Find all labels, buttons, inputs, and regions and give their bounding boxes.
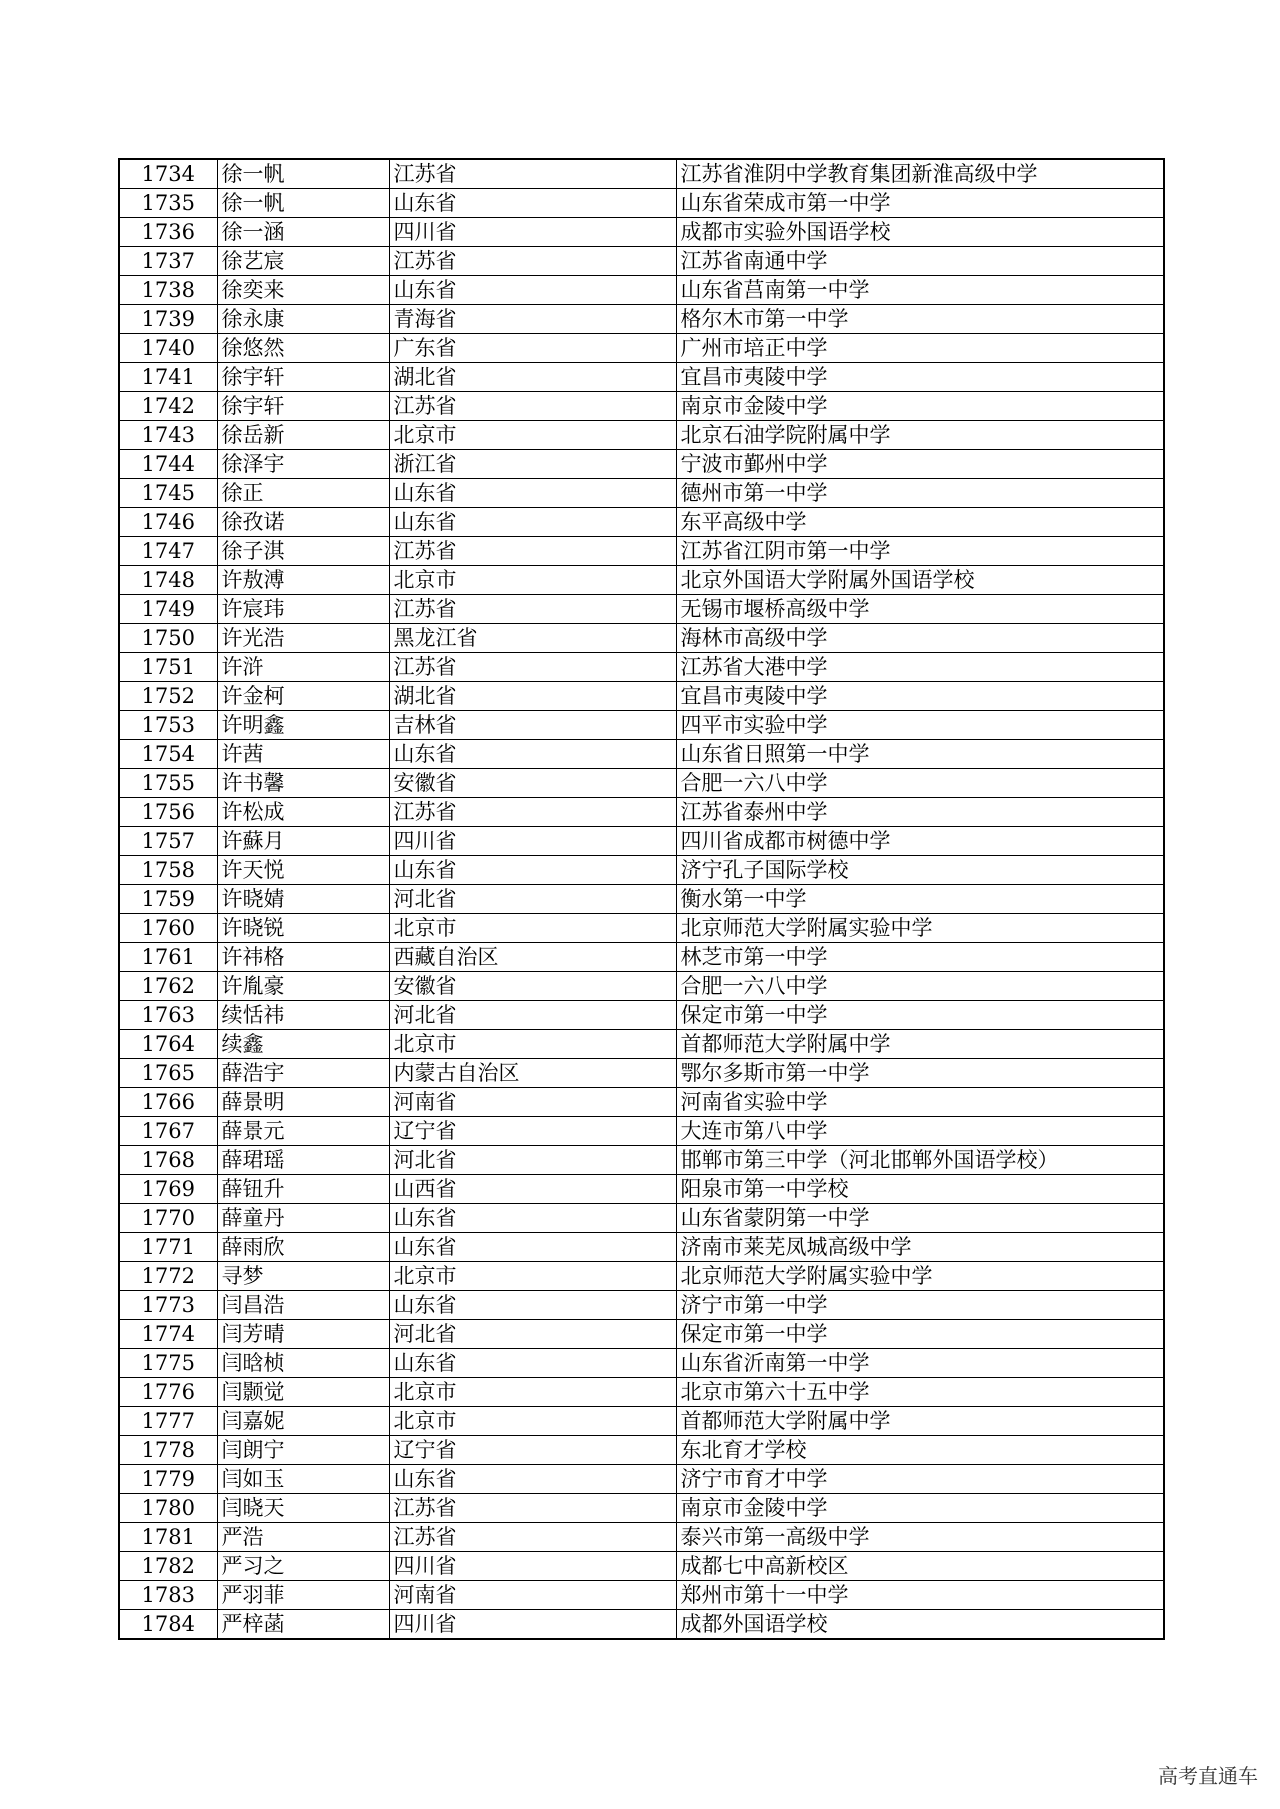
- table-row: [119, 1291, 1164, 1320]
- row-number-cell: 1763: [119, 1001, 217, 1030]
- table-row: [119, 624, 1164, 653]
- table-row: [119, 1581, 1164, 1610]
- student-name-cell: 徐宇轩: [217, 392, 389, 421]
- table-row: [119, 1523, 1164, 1552]
- student-name-cell: 徐艺宸: [217, 247, 389, 276]
- row-number-cell: 1782: [119, 1552, 217, 1581]
- row-number-cell: 1768: [119, 1146, 217, 1175]
- province-cell: 江苏省: [389, 595, 676, 624]
- school-name-cell: 鄂尔多斯市第一中学: [676, 1059, 1164, 1088]
- row-number-cell: 1771: [119, 1233, 217, 1262]
- row-number-cell: 1770: [119, 1204, 217, 1233]
- row-number-cell: 1769: [119, 1175, 217, 1204]
- row-number-cell: 1742: [119, 392, 217, 421]
- school-name-cell: 江苏省大港中学: [676, 653, 1164, 682]
- row-number-cell: 1751: [119, 653, 217, 682]
- province-cell: 山东省: [389, 1465, 676, 1494]
- student-name-cell: 许蘇月: [217, 827, 389, 856]
- row-number-cell: 1776: [119, 1378, 217, 1407]
- student-name-cell: 徐孜诺: [217, 508, 389, 537]
- school-name-cell: 合肥一六八中学: [676, 972, 1164, 1001]
- province-cell: 四川省: [389, 218, 676, 247]
- table-row: [119, 711, 1164, 740]
- student-name-cell: 薛雨欣: [217, 1233, 389, 1262]
- row-number-cell: 1753: [119, 711, 217, 740]
- province-cell: 北京市: [389, 566, 676, 595]
- row-number-cell: 1746: [119, 508, 217, 537]
- school-name-cell: 成都市实验外国语学校: [676, 218, 1164, 247]
- student-name-cell: 许光浩: [217, 624, 389, 653]
- student-name-cell: 闫颢觉: [217, 1378, 389, 1407]
- table-row: [119, 276, 1164, 305]
- student-name-cell: 闫朗宁: [217, 1436, 389, 1465]
- province-cell: 辽宁省: [389, 1436, 676, 1465]
- province-cell: 河北省: [389, 885, 676, 914]
- school-name-cell: 济宁市育才中学: [676, 1465, 1164, 1494]
- province-cell: 山东省: [389, 189, 676, 218]
- school-name-cell: 河南省实验中学: [676, 1088, 1164, 1117]
- school-name-cell: 首都师范大学附属中学: [676, 1407, 1164, 1436]
- table-row: [119, 159, 1164, 189]
- student-name-cell: 闫晓天: [217, 1494, 389, 1523]
- province-cell: 河北省: [389, 1001, 676, 1030]
- table-row: [119, 479, 1164, 508]
- row-number-cell: 1772: [119, 1262, 217, 1291]
- table-row: [119, 943, 1164, 972]
- student-name-cell: 许明鑫: [217, 711, 389, 740]
- table-row: [119, 1378, 1164, 1407]
- province-cell: 江苏省: [389, 537, 676, 566]
- row-number-cell: 1779: [119, 1465, 217, 1494]
- school-name-cell: 四平市实验中学: [676, 711, 1164, 740]
- province-cell: 山东省: [389, 856, 676, 885]
- school-name-cell: 北京外国语大学附属外国语学校: [676, 566, 1164, 595]
- row-number-cell: 1737: [119, 247, 217, 276]
- row-number-cell: 1745: [119, 479, 217, 508]
- table-row: [119, 566, 1164, 595]
- school-name-cell: 山东省蒙阴第一中学: [676, 1204, 1164, 1233]
- school-name-cell: 宜昌市夷陵中学: [676, 363, 1164, 392]
- table-row: [119, 1610, 1164, 1640]
- school-name-cell: 衡水第一中学: [676, 885, 1164, 914]
- province-cell: 山东省: [389, 479, 676, 508]
- roster-body: [119, 159, 1164, 1639]
- school-name-cell: 山东省日照第一中学: [676, 740, 1164, 769]
- student-name-cell: 许松成: [217, 798, 389, 827]
- row-number-cell: 1759: [119, 885, 217, 914]
- student-name-cell: 许茜: [217, 740, 389, 769]
- row-number-cell: 1778: [119, 1436, 217, 1465]
- row-number-cell: 1754: [119, 740, 217, 769]
- province-cell: 四川省: [389, 1552, 676, 1581]
- table-row: [119, 1494, 1164, 1523]
- province-cell: 湖北省: [389, 363, 676, 392]
- province-cell: 北京市: [389, 421, 676, 450]
- student-name-cell: 徐悠然: [217, 334, 389, 363]
- row-number-cell: 1755: [119, 769, 217, 798]
- table-row: [119, 972, 1164, 1001]
- table-row: [119, 740, 1164, 769]
- student-name-cell: 闫嘉妮: [217, 1407, 389, 1436]
- table-row: [119, 798, 1164, 827]
- table-row: [119, 508, 1164, 537]
- student-name-cell: 许胤豪: [217, 972, 389, 1001]
- school-name-cell: 北京师范大学附属实验中学: [676, 1262, 1164, 1291]
- school-name-cell: 北京市第六十五中学: [676, 1378, 1164, 1407]
- table-row: [119, 450, 1164, 479]
- school-name-cell: 北京师范大学附属实验中学: [676, 914, 1164, 943]
- province-cell: 四川省: [389, 827, 676, 856]
- student-name-cell: 寻梦: [217, 1262, 389, 1291]
- student-name-cell: 徐正: [217, 479, 389, 508]
- school-name-cell: 江苏省泰州中学: [676, 798, 1164, 827]
- school-name-cell: 济宁孔子国际学校: [676, 856, 1164, 885]
- table-row: [119, 1117, 1164, 1146]
- school-name-cell: 山东省沂南第一中学: [676, 1349, 1164, 1378]
- table-row: [119, 1552, 1164, 1581]
- row-number-cell: 1738: [119, 276, 217, 305]
- school-name-cell: 江苏省淮阴中学教育集团新淮高级中学: [676, 159, 1164, 189]
- school-name-cell: 成都外国语学校: [676, 1610, 1164, 1640]
- student-name-cell: 许宸玮: [217, 595, 389, 624]
- row-number-cell: 1780: [119, 1494, 217, 1523]
- province-cell: 广东省: [389, 334, 676, 363]
- province-cell: 江苏省: [389, 1523, 676, 1552]
- student-name-cell: 严羽菲: [217, 1581, 389, 1610]
- student-name-cell: 徐一帆: [217, 159, 389, 189]
- student-name-cell: 徐泽宇: [217, 450, 389, 479]
- row-number-cell: 1766: [119, 1088, 217, 1117]
- row-number-cell: 1762: [119, 972, 217, 1001]
- student-name-cell: 许晓婧: [217, 885, 389, 914]
- row-number-cell: 1756: [119, 798, 217, 827]
- province-cell: 北京市: [389, 1378, 676, 1407]
- province-cell: 安徽省: [389, 972, 676, 1001]
- student-name-cell: 徐宇轩: [217, 363, 389, 392]
- province-cell: 山东省: [389, 740, 676, 769]
- table-row: [119, 653, 1164, 682]
- student-name-cell: 严浩: [217, 1523, 389, 1552]
- province-cell: 辽宁省: [389, 1117, 676, 1146]
- row-number-cell: 1784: [119, 1610, 217, 1640]
- student-name-cell: 闫芳晴: [217, 1320, 389, 1349]
- table-row: [119, 218, 1164, 247]
- row-number-cell: 1773: [119, 1291, 217, 1320]
- watermark-text: 高考直通车: [1158, 1764, 1258, 1788]
- school-name-cell: 合肥一六八中学: [676, 769, 1164, 798]
- table-row: [119, 1088, 1164, 1117]
- school-name-cell: 广州市培正中学: [676, 334, 1164, 363]
- province-cell: 河北省: [389, 1146, 676, 1175]
- province-cell: 江苏省: [389, 247, 676, 276]
- table-row: [119, 421, 1164, 450]
- row-number-cell: 1783: [119, 1581, 217, 1610]
- student-name-cell: 闫如玉: [217, 1465, 389, 1494]
- province-cell: 北京市: [389, 1262, 676, 1291]
- province-cell: 河南省: [389, 1088, 676, 1117]
- student-name-cell: 许浒: [217, 653, 389, 682]
- school-name-cell: 江苏省南通中学: [676, 247, 1164, 276]
- table-row: [119, 334, 1164, 363]
- school-name-cell: 山东省莒南第一中学: [676, 276, 1164, 305]
- row-number-cell: 1748: [119, 566, 217, 595]
- table-row: [119, 1320, 1164, 1349]
- row-number-cell: 1764: [119, 1030, 217, 1059]
- row-number-cell: 1740: [119, 334, 217, 363]
- row-number-cell: 1735: [119, 189, 217, 218]
- province-cell: 浙江省: [389, 450, 676, 479]
- province-cell: 吉林省: [389, 711, 676, 740]
- table-row: [119, 392, 1164, 421]
- row-number-cell: 1774: [119, 1320, 217, 1349]
- school-name-cell: 成都七中高新校区: [676, 1552, 1164, 1581]
- row-number-cell: 1757: [119, 827, 217, 856]
- school-name-cell: 北京石油学院附属中学: [676, 421, 1164, 450]
- row-number-cell: 1734: [119, 159, 217, 189]
- table-row: [119, 189, 1164, 218]
- school-name-cell: 南京市金陵中学: [676, 392, 1164, 421]
- student-name-cell: 许晓锐: [217, 914, 389, 943]
- school-name-cell: 大连市第八中学: [676, 1117, 1164, 1146]
- row-number-cell: 1777: [119, 1407, 217, 1436]
- school-name-cell: 宁波市鄞州中学: [676, 450, 1164, 479]
- province-cell: 江苏省: [389, 798, 676, 827]
- school-name-cell: 保定市第一中学: [676, 1001, 1164, 1030]
- student-name-cell: 徐奕来: [217, 276, 389, 305]
- table-row: [119, 914, 1164, 943]
- table-row: [119, 1233, 1164, 1262]
- row-number-cell: 1765: [119, 1059, 217, 1088]
- student-name-cell: 徐一涵: [217, 218, 389, 247]
- school-name-cell: 首都师范大学附属中学: [676, 1030, 1164, 1059]
- table-row: [119, 1146, 1164, 1175]
- school-name-cell: 济宁市第一中学: [676, 1291, 1164, 1320]
- table-row: [119, 682, 1164, 711]
- student-name-cell: 许祎格: [217, 943, 389, 972]
- province-cell: 山东省: [389, 276, 676, 305]
- school-name-cell: 海林市高级中学: [676, 624, 1164, 653]
- student-name-cell: 徐岳新: [217, 421, 389, 450]
- province-cell: 江苏省: [389, 1494, 676, 1523]
- student-name-cell: 闫晗桢: [217, 1349, 389, 1378]
- school-name-cell: 宜昌市夷陵中学: [676, 682, 1164, 711]
- row-number-cell: 1743: [119, 421, 217, 450]
- province-cell: 湖北省: [389, 682, 676, 711]
- student-name-cell: 闫昌浩: [217, 1291, 389, 1320]
- student-name-cell: 续恬祎: [217, 1001, 389, 1030]
- province-cell: 江苏省: [389, 392, 676, 421]
- student-name-cell: 许天悦: [217, 856, 389, 885]
- student-name-cell: 徐子淇: [217, 537, 389, 566]
- table-row: [119, 856, 1164, 885]
- row-number-cell: 1741: [119, 363, 217, 392]
- student-name-cell: 许金柯: [217, 682, 389, 711]
- table-row: [119, 247, 1164, 276]
- school-name-cell: 无锡市堰桥高级中学: [676, 595, 1164, 624]
- province-cell: 山东省: [389, 1233, 676, 1262]
- table-row: [119, 769, 1164, 798]
- roster-table: [118, 158, 1165, 1640]
- row-number-cell: 1760: [119, 914, 217, 943]
- table-row: [119, 1030, 1164, 1059]
- province-cell: 山西省: [389, 1175, 676, 1204]
- row-number-cell: 1781: [119, 1523, 217, 1552]
- province-cell: 青海省: [389, 305, 676, 334]
- school-name-cell: 四川省成都市树德中学: [676, 827, 1164, 856]
- table-row: [119, 885, 1164, 914]
- row-number-cell: 1752: [119, 682, 217, 711]
- province-cell: 河南省: [389, 1581, 676, 1610]
- student-name-cell: 薛景明: [217, 1088, 389, 1117]
- province-cell: 四川省: [389, 1610, 676, 1640]
- province-cell: 山东省: [389, 1204, 676, 1233]
- school-name-cell: 济南市莱芜凤城高级中学: [676, 1233, 1164, 1262]
- province-cell: 黑龙江省: [389, 624, 676, 653]
- table-row: [119, 305, 1164, 334]
- school-name-cell: 南京市金陵中学: [676, 1494, 1164, 1523]
- student-name-cell: 严习之: [217, 1552, 389, 1581]
- row-number-cell: 1761: [119, 943, 217, 972]
- school-name-cell: 林芝市第一中学: [676, 943, 1164, 972]
- table-row: [119, 363, 1164, 392]
- school-name-cell: 东北育才学校: [676, 1436, 1164, 1465]
- student-name-cell: 严梓菡: [217, 1610, 389, 1640]
- table-row: [119, 595, 1164, 624]
- table-row: [119, 1059, 1164, 1088]
- table-row: [119, 1204, 1164, 1233]
- province-cell: 北京市: [389, 1030, 676, 1059]
- row-number-cell: 1758: [119, 856, 217, 885]
- student-name-cell: 许敖溥: [217, 566, 389, 595]
- table-row: [119, 1262, 1164, 1291]
- school-name-cell: 保定市第一中学: [676, 1320, 1164, 1349]
- row-number-cell: 1739: [119, 305, 217, 334]
- school-name-cell: 德州市第一中学: [676, 479, 1164, 508]
- row-number-cell: 1736: [119, 218, 217, 247]
- row-number-cell: 1744: [119, 450, 217, 479]
- province-cell: 安徽省: [389, 769, 676, 798]
- table-row: [119, 1001, 1164, 1030]
- province-cell: 江苏省: [389, 159, 676, 189]
- school-name-cell: 邯郸市第三中学（河北邯郸外国语学校）: [676, 1146, 1164, 1175]
- student-name-cell: 薛景元: [217, 1117, 389, 1146]
- table-row: [119, 1436, 1164, 1465]
- student-name-cell: 续鑫: [217, 1030, 389, 1059]
- row-number-cell: 1775: [119, 1349, 217, 1378]
- province-cell: 江苏省: [389, 653, 676, 682]
- student-name-cell: 徐一帆: [217, 189, 389, 218]
- row-number-cell: 1767: [119, 1117, 217, 1146]
- school-name-cell: 泰兴市第一高级中学: [676, 1523, 1164, 1552]
- school-name-cell: 东平高级中学: [676, 508, 1164, 537]
- table-row: [119, 537, 1164, 566]
- table-row: [119, 1465, 1164, 1494]
- province-cell: 北京市: [389, 914, 676, 943]
- student-name-cell: 许书馨: [217, 769, 389, 798]
- province-cell: 河北省: [389, 1320, 676, 1349]
- province-cell: 山东省: [389, 508, 676, 537]
- province-cell: 内蒙古自治区: [389, 1059, 676, 1088]
- province-cell: 西藏自治区: [389, 943, 676, 972]
- school-name-cell: 江苏省江阴市第一中学: [676, 537, 1164, 566]
- row-number-cell: 1749: [119, 595, 217, 624]
- student-name-cell: 徐永康: [217, 305, 389, 334]
- school-name-cell: 阳泉市第一中学校: [676, 1175, 1164, 1204]
- school-name-cell: 格尔木市第一中学: [676, 305, 1164, 334]
- table-row: [119, 827, 1164, 856]
- school-name-cell: 郑州市第十一中学: [676, 1581, 1164, 1610]
- province-cell: 北京市: [389, 1407, 676, 1436]
- province-cell: 山东省: [389, 1349, 676, 1378]
- student-name-cell: 薛浩宇: [217, 1059, 389, 1088]
- row-number-cell: 1750: [119, 624, 217, 653]
- province-cell: 山东省: [389, 1291, 676, 1320]
- row-number-cell: 1747: [119, 537, 217, 566]
- student-name-cell: 薛珺瑶: [217, 1146, 389, 1175]
- table-row: [119, 1175, 1164, 1204]
- table-row: [119, 1407, 1164, 1436]
- student-name-cell: 薛钮升: [217, 1175, 389, 1204]
- student-name-cell: 薛童丹: [217, 1204, 389, 1233]
- school-name-cell: 山东省荣成市第一中学: [676, 189, 1164, 218]
- table-row: [119, 1349, 1164, 1378]
